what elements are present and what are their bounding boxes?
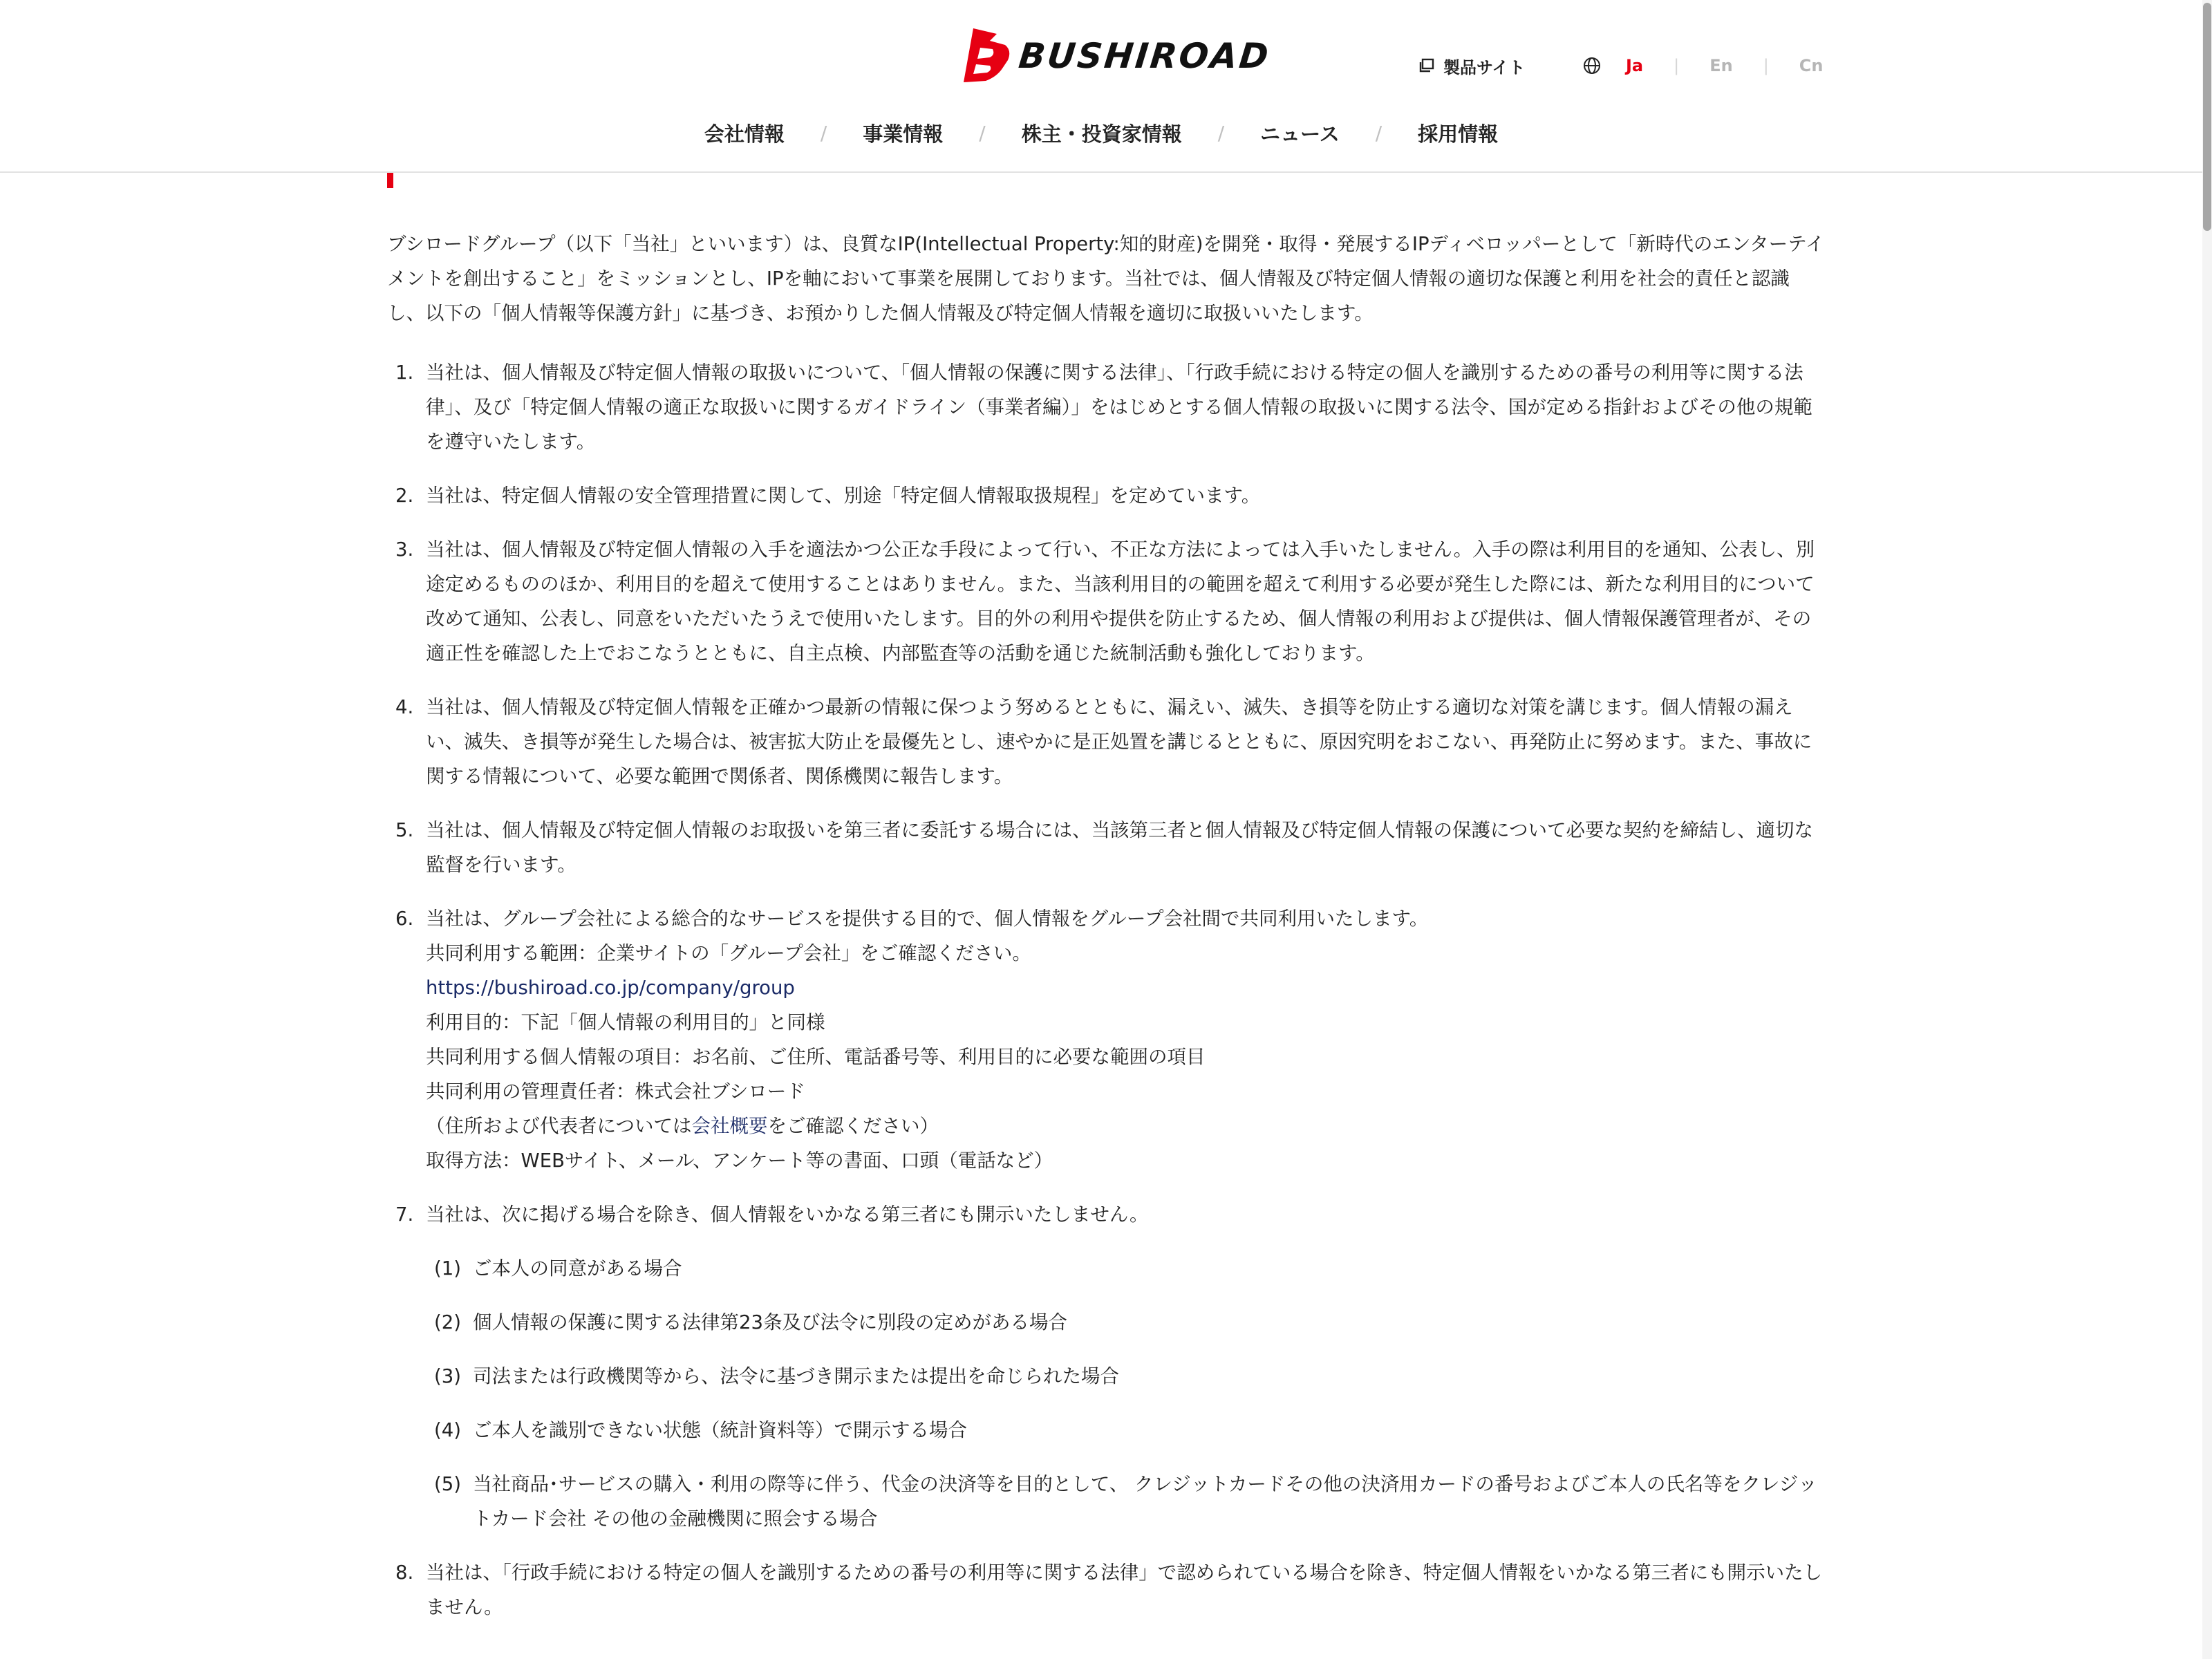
- policy-item-number: 1.: [395, 362, 414, 384]
- language-ja[interactable]: Ja: [1626, 56, 1644, 75]
- policy-item-text: 当社は、特定個人情報の安全管理措置に関して、別途「特定個人情報取扱規程」を定めています。: [426, 485, 1261, 507]
- address-note-prefix: （住所および代表者については: [426, 1115, 692, 1137]
- nav-recruit[interactable]: 採用情報: [1418, 122, 1499, 146]
- window-stack-icon: [1418, 57, 1435, 74]
- language-en[interactable]: En: [1709, 56, 1733, 75]
- joint-use-scope: 共同利用する範囲：企業サイトの「グループ会社」をご確認ください。: [426, 942, 1031, 964]
- policy-list: [387, 355, 1825, 1624]
- product-site-link[interactable]: [1418, 48, 1525, 83]
- scrollbar-thumb[interactable]: [2203, 3, 2211, 231]
- section-heading-accent: [387, 171, 393, 188]
- exception-text: ご本人を識別できない状態（統計資料等）で開示する場合: [473, 1419, 967, 1441]
- nav-separator: /: [979, 122, 986, 144]
- exception-item: [426, 1359, 1825, 1394]
- exception-text: 当社商品･サービスの購入・利用の際等に伴う、代金の決済等を目的として、 クレジットカードその他の決済用カードの番号およびご本人の氏名等をクレジットカード会社 その他の金融機関に照会する場合: [473, 1473, 1817, 1530]
- policy-item: [387, 690, 1825, 794]
- nav-separator: /: [1375, 122, 1382, 144]
- policy-item-text: 当社は、個人情報及び特定個人情報を正確かつ最新の情報に保つよう努めるとともに、漏えい、滅失、き損等を防止する適切な対策を講じます。個人情報の漏えい、滅失、き損等が発生した場合は、被害拡大防止を最優先とし、速やかに是正処置を講じるとともに、原因究明をおこない、再発防止に努めます。また、事故に関する情報について、必要な範囲で関係者、関係機関に報告します。: [426, 696, 1812, 787]
- language-switcher: [1583, 48, 1824, 83]
- policy-item: [387, 478, 1825, 513]
- product-site-label: 製品サイト: [1443, 57, 1526, 77]
- nav-business-info[interactable]: 事業情報: [863, 122, 944, 146]
- exception-item: [426, 1251, 1825, 1286]
- language-divider: |: [1763, 56, 1769, 75]
- intro-paragraph: ブシロードグループ（以下「当社」といいます）は、良質なIP(Intellectual Property:知的財産)を開発・取得・発展するIPディベロッパーとして「新時代のエンターテイメントを創出すること」をミッションとし、IPを軸において事業を展開しております。当社では、個人情報及び特定個人情報の適切な保護と利用を社会的責任と認識し、以下の「個人情報等保護方針」に基づき、お預かりした個人情報及び特定個人情報を適切に取扱いいたします。: [387, 233, 1825, 324]
- exception-item: [426, 1467, 1825, 1536]
- logo-b-mark-icon: [962, 27, 1013, 85]
- policy-item: [387, 813, 1825, 882]
- exception-number: (1): [434, 1257, 461, 1280]
- address-note-suffix: をご確認ください）: [767, 1115, 939, 1137]
- company-overview-link[interactable]: 会社概要: [691, 1115, 768, 1137]
- nav-company-info[interactable]: 会社情報: [704, 122, 785, 146]
- policy-item-text: 当社は、個人情報及び特定個人情報のお取扱いを第三者に委託する場合には、当該第三者と個人情報及び特定個人情報の保護について必要な契約を締結し、適切な監督を行います。: [426, 819, 1813, 876]
- policy-item-text: 当社は、個人情報及び特定個人情報の取扱いについて、「個人情報の保護に関する法律」、「行政手続における特定の個人を識別するための番号の利用等に関する法律」、及び「特定個人情報の適正な取扱いに関するガイドライン（事業者編）」をはじめとする個人情報の取扱いに関する法令、国が定める指針およびその他の規範を遵守いたします。: [426, 362, 1812, 453]
- exception-text: 個人情報の保護に関する法律第23条及び法令に別段の定めがある場合: [473, 1311, 1067, 1333]
- policy-item-number: 6.: [395, 908, 414, 930]
- exception-item: [426, 1413, 1825, 1447]
- joint-use-address-note: [426, 1109, 1825, 1143]
- exception-item: [426, 1305, 1825, 1340]
- nav-separator: /: [820, 122, 827, 144]
- policy-item-number: 3.: [395, 538, 414, 561]
- policy-item-mynumber: [387, 1555, 1825, 1624]
- bushiroad-logo[interactable]: [962, 25, 1273, 87]
- group-company-link[interactable]: https://bushiroad.co.jp/company/group: [426, 977, 795, 999]
- nav-investor-info[interactable]: 株主・投資家情報: [1021, 122, 1182, 146]
- policy-item-number: 5.: [395, 819, 414, 841]
- exception-number: (2): [434, 1311, 461, 1333]
- globe-icon: [1583, 57, 1601, 75]
- disclosure-exceptions-list: [426, 1251, 1825, 1536]
- joint-use-data-items: 共同利用する個人情報の項目：お名前、ご住所、電話番号等、利用目的に必要な範囲の項目: [426, 1046, 1206, 1068]
- policy-item-joint-use: [387, 901, 1825, 1178]
- main-nav: [0, 119, 2202, 147]
- language-cn[interactable]: Cn: [1799, 56, 1824, 75]
- exception-text: 司法または行政機関等から、法令に基づき開示または提出を命じられた場合: [473, 1365, 1119, 1387]
- policy-item-number: 8.: [395, 1562, 414, 1584]
- policy-item-text: 当社は、「行政手続における特定の個人を識別するための番号の利用等に関する法律」で認められている場合を除き、特定個人情報をいかなる第三者にも開示いたしません。: [426, 1562, 1823, 1618]
- policy-item-number: 4.: [395, 696, 414, 718]
- policy-item-number: 2.: [395, 485, 414, 507]
- policy-item-text: 当社は、個人情報及び特定個人情報の入手を適法かつ公正な手段によって行い、不正な方法によっては入手いたしません。入手の際は利用目的を通知、公表し、別途定めるもののほか、利用目的を超えて使用することはありません。また、当該利用目的の範囲を超えて利用する必要が発生した際には、新たな利用目的について改めて通知、公表し、同意をいただいたうえで使用いたします。目的外の利用や提供を防止するため、個人情報の利用および提供は、個人情報保護管理者が、その適正性を確認した上でおこなうとともに、自主点検、内部監査等の活動を通じた統制活動も強化しております。: [426, 538, 1815, 664]
- joint-use-purpose: 利用目的：下記「個人情報の利用目的」と同様: [426, 1011, 825, 1033]
- policy-item-number: 7.: [395, 1203, 414, 1226]
- joint-use-text: 当社は、グループ会社による総合的なサービスを提供する目的で、個人情報をグループ会社間で共同利用いたします。: [426, 908, 1429, 930]
- exception-number: (4): [434, 1419, 461, 1441]
- policy-item: [387, 355, 1825, 459]
- logo-wordmark: BUSHIROAD: [1016, 36, 1273, 76]
- nav-news[interactable]: ニュース: [1260, 122, 1340, 146]
- policy-item-text: 当社は、次に掲げる場合を除き、個人情報をいかなる第三者にも開示いたしません。: [426, 1203, 1149, 1226]
- exception-number: (3): [434, 1365, 461, 1387]
- page-scrollbar[interactable]: [2202, 0, 2212, 1659]
- joint-use-manager: 共同利用の管理責任者：株式会社ブシロード: [426, 1080, 805, 1103]
- policy-item: [387, 532, 1825, 671]
- exception-number: (5): [434, 1473, 461, 1495]
- policy-item-disclosure: [387, 1197, 1825, 1536]
- joint-use-method: 取得方法：WEBサイト、メール、アンケート等の書面、口頭（電話など）: [426, 1150, 1053, 1172]
- site-header: [0, 0, 2202, 173]
- privacy-policy-content: [387, 227, 1825, 1644]
- exception-text: ご本人の同意がある場合: [473, 1257, 682, 1280]
- nav-separator: /: [1217, 122, 1225, 144]
- language-divider: |: [1674, 56, 1680, 75]
